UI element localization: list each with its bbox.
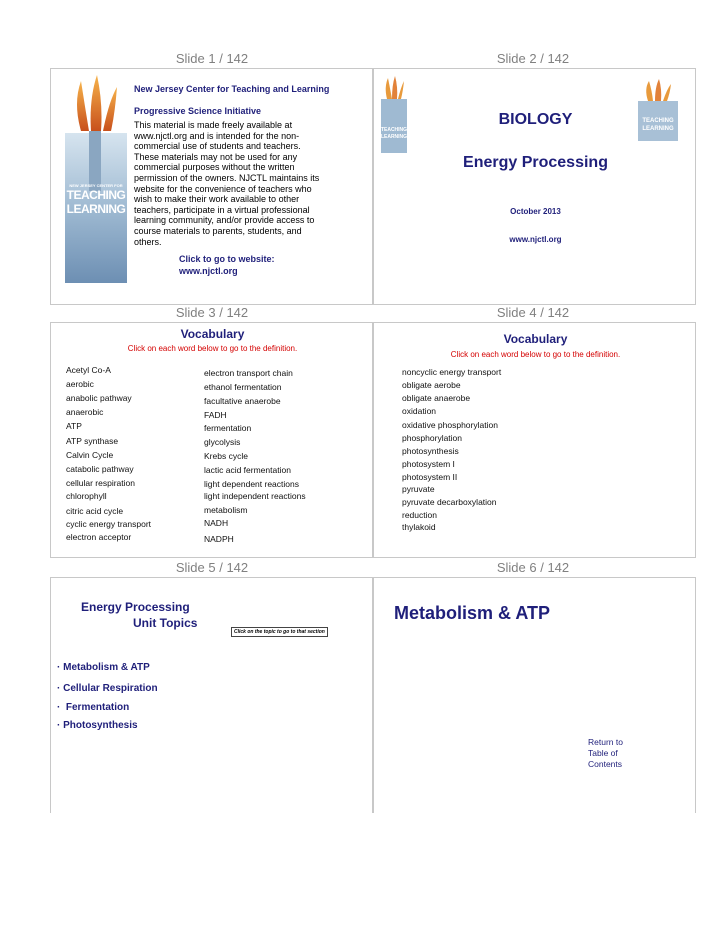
vocab-term[interactable]: obligate aerobe — [402, 380, 461, 390]
vocab-term[interactable]: chlorophyll — [66, 491, 107, 501]
slide-3[interactable] — [50, 322, 373, 558]
vocab-term[interactable]: pyruvate decarboxylation — [402, 497, 497, 507]
usage-statement: This material is made freely available at www.njctl.org and is intended for the non- commercial use of students and teachers. These materials may not be used for any commercial purposes without the written permission of the owners. NJCTL maintains its website for the convenience of teachers who wish to make their work available to other teachers, participate in a virtual professional learning community, and/or provide access to course materials to parents, students, and others. — [134, 120, 320, 247]
slide-1[interactable] — [50, 68, 373, 305]
slide-1-label: Slide 1 / 142 — [175, 51, 249, 66]
vocab-term[interactable]: Calvin Cycle — [66, 450, 114, 460]
slide-5-label: Slide 5 / 142 — [175, 560, 249, 575]
vocab-term[interactable]: photosynthesis — [402, 446, 459, 456]
unit-date: October 2013 — [510, 207, 561, 216]
vocab-term[interactable]: pyruvate — [402, 484, 435, 494]
vocab-term[interactable]: glycolysis — [204, 437, 241, 447]
vocab-term[interactable]: lactic acid fermentation — [204, 465, 291, 475]
toc-link-fermentation[interactable]: · Fermentation — [57, 702, 130, 713]
vocab-term[interactable]: light dependent reactions — [204, 479, 299, 489]
vocab-term[interactable]: FADH — [204, 410, 227, 420]
vocab-term[interactable]: Acetyl Co-A — [66, 365, 111, 375]
vocab-term[interactable]: light independent reactions — [204, 491, 306, 501]
slide-6-label: Slide 6 / 142 — [496, 560, 570, 575]
toc-link-cellular-respiration[interactable]: · Cellular Respiration — [57, 683, 158, 694]
svg-text:LEARNING: LEARNING — [642, 126, 674, 132]
initiative-title: Progressive Science Initiative — [134, 106, 262, 116]
slide-2[interactable] — [373, 68, 696, 305]
vocab-term[interactable]: oxidation — [402, 406, 437, 416]
slide-3-label: Slide 3 / 142 — [175, 305, 249, 320]
vocab-term[interactable]: cyclic energy transport — [66, 519, 152, 529]
vocab-term[interactable]: noncyclic energy transport — [402, 367, 502, 377]
slide-4[interactable] — [373, 322, 696, 558]
vocab-title: Vocabulary — [503, 332, 568, 346]
slide-5[interactable] — [50, 577, 373, 813]
org-name: New Jersey Center for Teaching and Learning — [134, 84, 330, 94]
vocab-term[interactable]: anaerobic — [66, 407, 104, 417]
vocab-term[interactable]: anabolic pathway — [66, 393, 132, 403]
vocab-term[interactable]: citric acid cycle — [66, 506, 124, 516]
vocab-term[interactable]: reduction — [402, 510, 437, 520]
toc-link-photosynthesis[interactable]: · Photosynthesis — [57, 720, 138, 731]
vocab-term[interactable]: oxidative phosphorylation — [402, 420, 498, 430]
svg-text:TEACHING: TEACHING — [380, 127, 408, 133]
slide-2-label: Slide 2 / 142 — [496, 51, 570, 66]
vocab-instruction: Click on each word below to go to the definition. — [450, 350, 621, 359]
vocab-term[interactable]: phosphorylation — [402, 433, 463, 443]
vocab-term[interactable]: ATP synthase — [66, 436, 119, 446]
vocab-term[interactable]: metabolism — [204, 505, 248, 515]
vocab-title: Vocabulary — [180, 327, 245, 341]
return-to-contents-link[interactable]: Return to Table of Contents — [588, 737, 623, 769]
vocab-term[interactable]: NADH — [204, 518, 229, 528]
vocab-term[interactable]: Krebs cycle — [204, 451, 248, 461]
section-title: Metabolism & ATP — [394, 603, 551, 623]
unit-title: Energy Processing — [463, 154, 608, 171]
vocab-term[interactable]: obligate anaerobe — [402, 393, 471, 403]
vocab-term[interactable]: photosystem I — [402, 459, 455, 469]
vocab-term[interactable]: NADPH — [204, 534, 234, 544]
toc-title: Energy Processing — [81, 600, 190, 614]
njctl-logo: NEW JERSEY CENTER FOR TEACHING LEARNING — [59, 73, 133, 291]
toc-hint: Click on the topic to go to that section — [231, 627, 328, 637]
course-title: BIOLOGY — [498, 111, 573, 128]
vocab-term[interactable]: photosystem II — [402, 472, 458, 482]
vocab-term[interactable]: electron acceptor — [66, 532, 132, 542]
toc-link-metabolism[interactable]: · Metabolism & ATP — [57, 662, 150, 673]
slide-6[interactable] — [373, 577, 696, 813]
slide-4-label: Slide 4 / 142 — [496, 305, 570, 320]
svg-text:LEARNING: LEARNING — [380, 134, 408, 140]
vocab-term[interactable]: ATP — [66, 421, 82, 431]
vocab-term[interactable]: ethanol fermentation — [204, 382, 282, 392]
unit-website[interactable]: www.njctl.org — [509, 235, 562, 244]
website-link[interactable]: Click to go to website: www.njctl.org — [179, 254, 275, 276]
vocab-term[interactable]: cellular respiration — [66, 478, 135, 488]
vocab-term[interactable]: fermentation — [204, 423, 252, 433]
svg-text:TEACHING: TEACHING — [642, 118, 674, 124]
toc-subtitle: Unit Topics — [133, 616, 198, 630]
vocab-instruction: Click on each word below to go to the definition. — [127, 344, 298, 353]
vocab-term[interactable]: electron transport chain — [204, 368, 293, 378]
vocab-term[interactable]: aerobic — [66, 379, 94, 389]
vocab-term[interactable]: facultative anaerobe — [204, 396, 281, 406]
vocab-term[interactable]: thylakoid — [402, 522, 436, 532]
vocab-term[interactable]: catabolic pathway — [66, 464, 134, 474]
